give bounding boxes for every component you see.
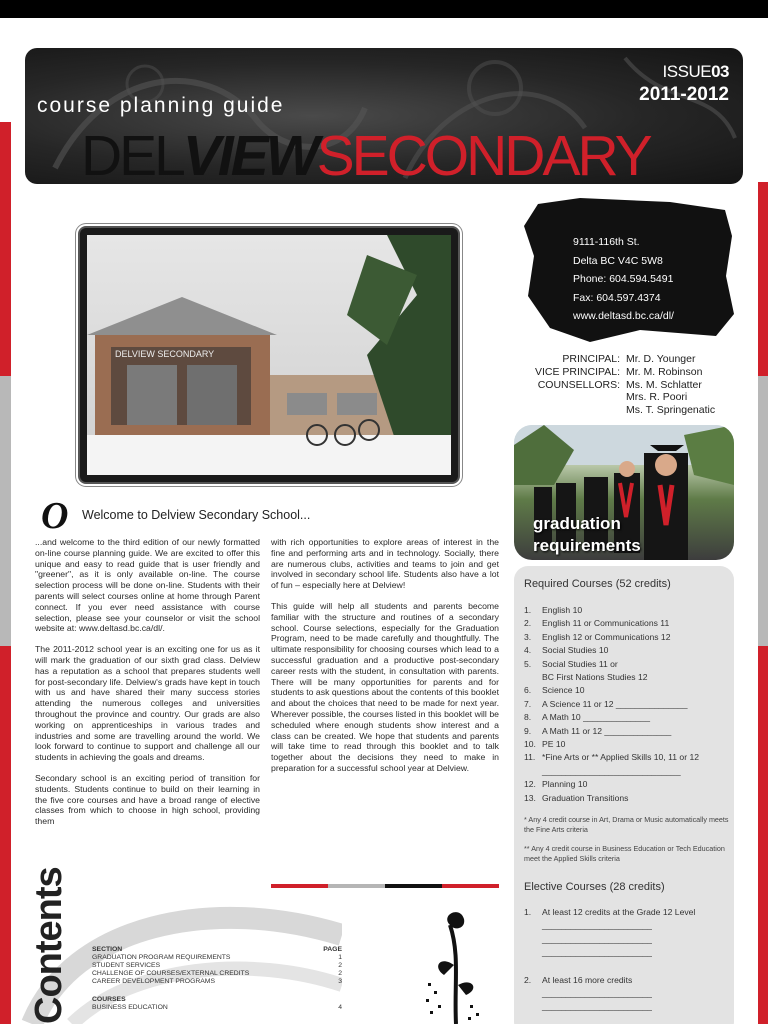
elective-courses-list [524,906,729,1024]
toc-row[interactable]: STUDENT SERVICES 2 [92,962,342,969]
article-column-2 [271,537,499,784]
required-courses-title: Required Courses (52 credits) [524,578,671,590]
list-item: 6. Science 10 [524,685,585,696]
address-street: 9111-116th St. [573,236,640,248]
list-item: 7. A Science 11 or 12 _______________ [524,698,688,709]
right-gray-edge [758,376,768,646]
article-paragraph: with rich opportunities to explore areas of interest in the fine and performing arts and in technology. Socially, there are numerous clubs, activities and teams to join and get involved in secondary school life. Students also have a lot of fun – especially here at Delview! [271,537,499,591]
list-item: 2. At least 16 more credits [524,974,633,985]
list-item: 1. English 10 [524,605,583,615]
list-item: 12. Planning 10 [524,779,588,790]
staff-row: PRINCIPAL: Mr. D. Younger [562,353,696,365]
staff-row: VICE PRINCIPAL: Mr. M. Robinson [535,365,703,378]
floral-ornament-icon [420,905,490,1024]
list-item: BC First Nations Studies 12 [542,672,648,683]
requirements-panel [514,566,734,1024]
article-paragraph: ...and welcome to the third edition of our newly formatted on-line course planning guide. We are excited to offer this unique and easy to read guide that is user friendly and "greener", as it is only available on-line. The course selection process will be done on-line. Students with their parents will select courses online at home through Parent connect. If you ever need assistance with course selection, please see your counselor or visit the school website at: www.deltasd.bc.ca/dl/. [35,537,260,634]
list-item: 11. *Fine Arts or ** Applied Skills 10, 11 or 12 [524,752,699,763]
staff-row: Mrs. R. Poori [626,391,688,404]
blank-line: _______________________ [542,947,652,958]
left-red-edge-lower [0,646,11,1024]
top-black-bar [0,0,768,18]
issue-number: ISSUE03 [662,62,729,81]
toc-row[interactable]: CAREER DEVELOPMENT PROGRAMS 3 [92,978,342,985]
list-item: 5. Social Studies 11 or [524,658,618,669]
contact-info [573,233,674,326]
article-paragraph: The 2011-2012 school year is an exciting one for us as it will mark the graduation of our sixth grad class. Delview has a reputation as a school that prepares students well for post-secondary life. Delview's grads have kept in touch with us and have shared their many success stories attending the numerous colleges and universities throughout the province and country. Our grads are also working on apprenticeships in various trades and industries and some are travelling around the world. We look forward to continue to support and challenge all our students in achieving the goals and dreams. [35,644,260,763]
school-building-image [87,235,451,475]
staff-row: COUNSELLORS: Ms. M. Schlatter [537,378,702,391]
list-item: 2. English 11 or Communications 11 [524,618,670,629]
website-link[interactable]: www.deltasd.bc.ca/dl/ [573,310,674,322]
list-item: 13. Graduation Transitions [524,792,629,803]
left-gray-edge [0,376,11,646]
list-item: 8. A Math 10 ______________ [524,712,650,723]
blank-line: _______________________ [542,933,652,944]
phone-number: Phone: 604.594.5491 [573,273,674,285]
blank-line: _______________________ [542,920,652,931]
toc-row[interactable]: BUSINESS EDUCATION 4 [92,1004,342,1011]
toc-courses-header: COURSES [92,996,126,1003]
graduation-photo [514,425,734,560]
blank-line: _______________________ [542,1001,652,1012]
welcome-heading: Welcome to Delview Secondary School... [82,508,311,522]
list-item: 4. Social Studies 10 [524,645,609,656]
staff-row: Ms. T. Springenatic [626,404,716,417]
right-red-edge [758,182,768,376]
graduation-heading: graduation requirements [533,514,641,555]
applied-skills-note: ** Any 4 credit course in Business Education or Tech Education meet the Applied Skills criteria [524,844,725,863]
required-courses-list [524,604,729,863]
article-paragraph: Secondary school is an exciting period of transition for students. Students continue to build on their learning in the five core courses and have a broad range of elective classes from which to choose in high school, providing them [35,772,260,827]
color-divider [271,884,499,888]
fine-arts-note: * Any 4 credit course in Art, Drama or Music automatically meets the Fine Arts criteria [524,815,729,834]
list-item: _____________________________ [542,765,681,776]
staff-list [520,353,715,417]
list-item: 9. A Math 11 or 12 ______________ [524,725,672,736]
list-item: 1. At least 12 credits at the Grade 12 Level [524,907,696,917]
table-of-contents [92,946,342,1012]
masthead [25,48,743,184]
school-title: DELVIEWSECONDARY [81,124,650,184]
list-item: 3. English 12 or Communications 12 [524,631,671,642]
toc-header: SECTION PAGE [92,946,342,953]
sign-text: DELVIEW SECONDARY [115,349,215,359]
contents-heading: Contents [28,867,70,1024]
right-red-edge-lower [758,646,768,1024]
article-column-1 [35,537,260,837]
toc-row[interactable]: CHALLENGE OF COURSES/EXTERNAL CREDITS 2 [92,970,342,977]
blank-line: _______________________ [542,988,652,999]
guide-subtitle: course planning guide [37,94,285,117]
school-year: 2011-2012 [639,84,729,105]
welcome-drop-cap: O [41,495,69,537]
address-city: Delta BC V4C 5W8 [573,254,663,267]
toc-row[interactable]: GRADUATION PROGRAM REQUIREMENTS 1 [92,954,342,961]
school-photo [80,228,458,482]
elective-courses-title: Elective Courses (28 credits) [524,881,665,893]
list-item: 10. PE 10 [524,739,566,750]
fax-number: Fax: 604.597.4374 [573,291,661,304]
article-paragraph: This guide will help all students and parents become familiar with the structure and routines of a secondary school. Course selections, especially for the Graduation Program, need to be made carefully and thoughtfully. The ultimate responsibility for choosing courses which lead to a successful graduation and a productive post-secondary career rests with the student, in consultation with parents. There will be many opportunities for parents and for students to ask questions about the contents of this booklet and about the choices that need to be made for next year. Wherever possible, the courses listed in this booklet will be scheduled where enough students show interest and a class can be created. We hope that students and parents will take time to read through this booklet and to talk together about the decisions they need to make in preparation for a successful school year at Delview. [271,600,499,773]
blank-line: _______________________ [542,1014,652,1024]
left-red-edge [0,122,11,376]
